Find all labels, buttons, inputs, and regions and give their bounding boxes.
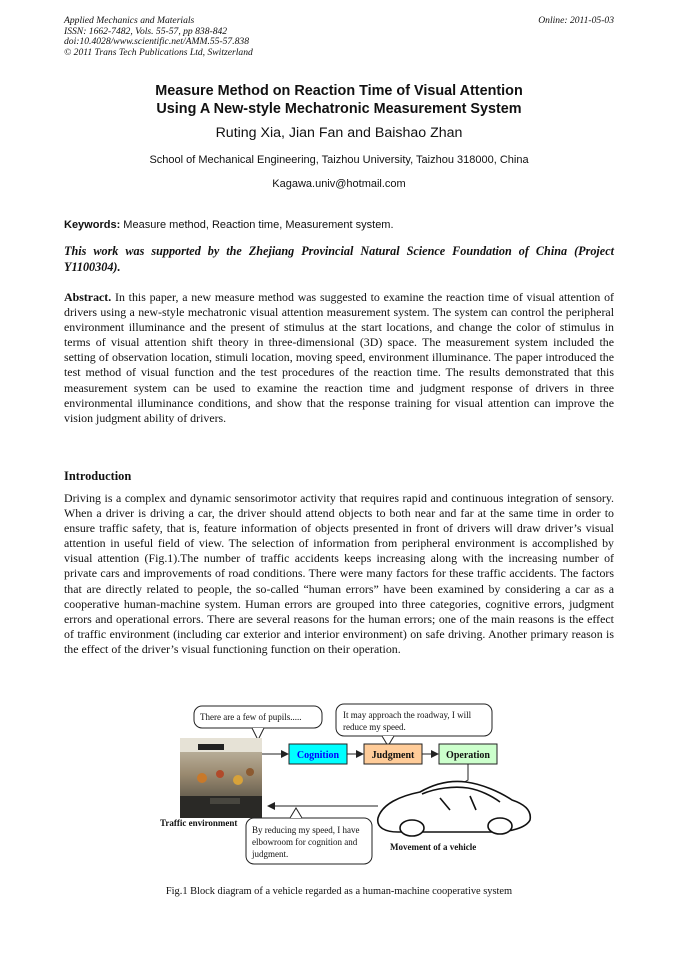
issn-line: ISSN: 1662-7482, Vols. 55-57, pp 838-842 (64, 25, 228, 37)
section-heading-introduction: Introduction (64, 469, 132, 483)
abstract (64, 290, 614, 426)
movement-label: Movement of a vehicle (390, 842, 477, 852)
support-note: This work was supported by the Zhejiang Provincial Natural Science Foundation of China (Project Y1100304). (64, 244, 614, 274)
speech-bubble-1-text: There are a few of pupils..... (200, 712, 302, 722)
traffic-photo (180, 738, 262, 818)
email: Kagawa.univ@hotmail.com (272, 178, 406, 190)
abstract-label: Abstract. (64, 290, 112, 304)
keywords (64, 219, 614, 231)
paper-title (40, 82, 638, 118)
affiliation: School of Mechanical Engineering, Taizhou University, Taizhou 318000, China (149, 154, 529, 166)
speech-bubble-3-line-2: elbowroom for cognition and (252, 837, 358, 847)
speech-bubble-3-line-3: judgment. (252, 849, 289, 859)
copyright-line: © 2011 Trans Tech Publications Ltd, Switzerland (64, 46, 253, 58)
vehicle-drawing (378, 781, 531, 836)
judgment-label: Judgment (371, 750, 415, 761)
doi-line: doi:10.4028/www.scientific.net/AMM.55-57.838 (64, 36, 250, 48)
traffic-environment-label: Traffic environment (160, 818, 238, 828)
figure-1-diagram (150, 700, 550, 875)
authors: Ruting Xia, Jian Fan and Baishao Zhan (215, 125, 463, 141)
title-line-1: Measure Method on Reaction Time of Visual Attention (155, 83, 523, 99)
speech-bubble-3-line-1: By reducing my speed, I have (252, 825, 360, 835)
title-line-2: Using A New-style Mechatronic Measurement System (156, 101, 522, 117)
figure-1-caption: Fig.1 Block diagram of a vehicle regarded as a human-machine cooperative system (165, 886, 513, 897)
journal-name: Applied Mechanics and Materials (64, 15, 195, 26)
keywords-label: Keywords: (64, 219, 121, 231)
keywords-text: Measure method, Reaction time, Measurement system. (120, 219, 394, 231)
journal-header (64, 16, 253, 58)
speech-bubble-2-line-1: It may approach the roadway, I will (343, 710, 472, 720)
operation-label: Operation (446, 750, 490, 761)
speech-bubble-2-line-2: reduce my speed. (343, 722, 406, 732)
online-date: Online: 2011-05-03 (538, 15, 614, 26)
introduction-paragraph: Driving is a complex and dynamic sensorimotor activity that requires rapid and continuous integration of sensory. When a driver is driving a car, the driver should attend objects to both near and far at the same time in order to ensure traffic safety, that is, feature information of objects presented in front of drivers will draw driver’s visual attention in useful field of view. The selection of information from peripheral environment is accomplished by visual attention (Fig.1).The number of traffic accidents keeps increasing along with the increasing number of private cars and improvements of road conditions. There were many factors for these traffic accidents. The factors that are directly related to people, the so-called “human errors” have been examined by considering a car as a cooperative human-machine system. Human errors are grouped into three categories, cognitive errors, judgment errors and operational errors. There are several reasons for the human errors; one of the main reasons is the effect of traffic environment (including car exterior and interior environment) on safe driving. Another primary reason is the effect of the driver’s visual functioning function on their operation. (64, 491, 614, 656)
cognition-label: Cognition (296, 750, 340, 761)
abstract-text: In this paper, a new measure method was suggested to examine the reaction time of visual attention of drivers using a new-style mechatronic visual attention measurement system. The system can control the peripheral environment illuminance and the present of stimulus at the start locations, and change the color of stimulus in terms of visual attention shift theory in three-dimensional (3D) space. The measurement system included the setting of observation location, stimuli location, moving speed, environment illuminance. The paper introduced the test method of visual function and the test procedures of the reaction time. The results demonstrated that this measurement system can be used to examine the reaction time and judgment response of drivers in three environmental illuminance conditions, and show that the response training for visual attention can improve the vision judgment ability of drivers. (64, 290, 614, 425)
